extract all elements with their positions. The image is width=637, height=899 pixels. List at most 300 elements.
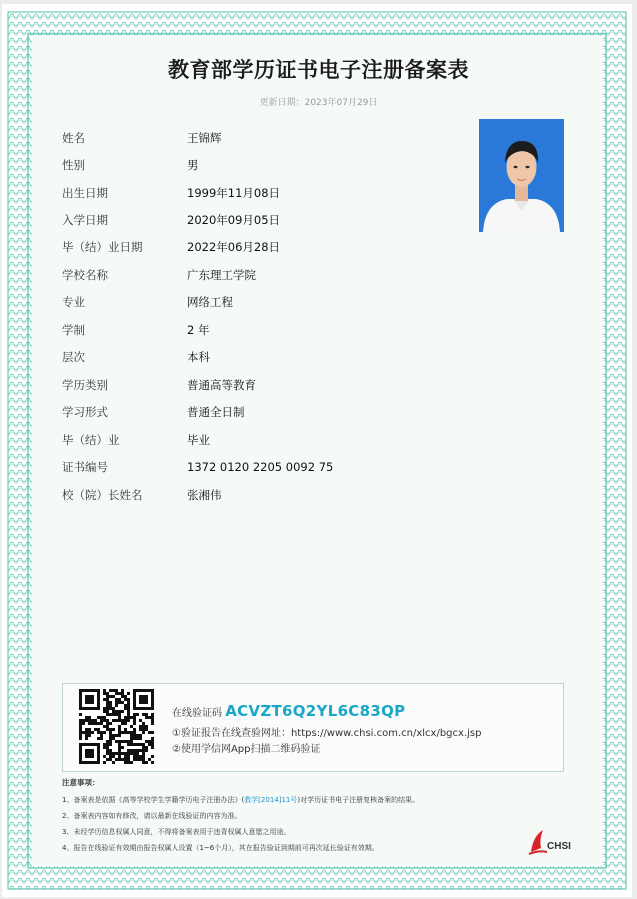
qr-module bbox=[118, 713, 121, 716]
verification-app-line: ②使用学信网App扫描二维码验证 bbox=[172, 744, 321, 755]
qr-module bbox=[106, 752, 109, 755]
qr-module bbox=[139, 734, 142, 737]
qr-module bbox=[133, 728, 136, 731]
qr-module bbox=[142, 713, 145, 716]
qr-module bbox=[127, 698, 130, 701]
verification-code: ACVZT6Q2YL6C83QP bbox=[225, 702, 406, 720]
qr-module bbox=[130, 752, 133, 755]
qr-module bbox=[85, 731, 88, 734]
qr-module bbox=[121, 746, 124, 749]
qr-module bbox=[100, 737, 103, 740]
qr-module bbox=[127, 758, 130, 761]
qr-module bbox=[106, 701, 109, 704]
note-text: 1、备案表是依据《高等学校学生学籍学历电子注册办法》( bbox=[62, 796, 245, 804]
qr-module bbox=[94, 722, 97, 725]
qr-module bbox=[91, 731, 94, 734]
qr-module bbox=[151, 737, 154, 740]
qr-module bbox=[121, 758, 124, 761]
field-value: 普通全日制 bbox=[187, 405, 245, 419]
qr-module bbox=[148, 716, 151, 719]
qr-module bbox=[88, 734, 91, 737]
qr-module bbox=[121, 731, 124, 734]
field-value: 2022年06月28日 bbox=[187, 240, 281, 254]
qr-module bbox=[148, 743, 151, 746]
qr-module bbox=[79, 713, 82, 716]
qr-module bbox=[121, 701, 124, 704]
qr-module bbox=[109, 743, 112, 746]
qr-module bbox=[130, 716, 133, 719]
field-label: 毕（结）业 bbox=[62, 433, 120, 447]
field-label: 校（院）长姓名 bbox=[62, 488, 143, 502]
qr-module bbox=[151, 731, 154, 734]
qr-module bbox=[133, 749, 136, 752]
qr-module bbox=[82, 719, 85, 722]
qr-module bbox=[112, 728, 115, 731]
qr-module bbox=[136, 743, 139, 746]
qr-module bbox=[88, 719, 91, 722]
qr-module bbox=[148, 731, 151, 734]
qr-module bbox=[151, 713, 154, 716]
qr-module bbox=[100, 731, 103, 734]
field-label: 证书编号 bbox=[62, 460, 108, 474]
qr-module bbox=[115, 740, 118, 743]
qr-module bbox=[121, 752, 124, 755]
qr-module bbox=[139, 737, 142, 740]
qr-module bbox=[139, 719, 142, 722]
qr-module bbox=[142, 722, 145, 725]
qr-module bbox=[124, 731, 127, 734]
qr-module bbox=[106, 692, 109, 695]
field-value: 本科 bbox=[187, 350, 210, 364]
qr-module bbox=[112, 719, 115, 722]
qr-module bbox=[109, 722, 112, 725]
qr-module bbox=[103, 689, 106, 692]
qr-module bbox=[79, 731, 82, 734]
qr-module bbox=[133, 737, 136, 740]
qr-module bbox=[127, 716, 130, 719]
qr-module bbox=[79, 734, 82, 737]
qr-module bbox=[109, 752, 112, 755]
qr-module bbox=[106, 746, 109, 749]
qr-module bbox=[121, 722, 124, 725]
qr-module bbox=[118, 758, 121, 761]
field-label: 出生日期 bbox=[62, 186, 108, 200]
qr-module bbox=[133, 713, 136, 716]
qr-module bbox=[148, 740, 151, 743]
qr-module bbox=[124, 761, 127, 764]
qr-module bbox=[142, 731, 145, 734]
qr-module bbox=[124, 695, 127, 698]
qr-module bbox=[112, 761, 115, 764]
qr-module bbox=[106, 740, 109, 743]
qr-module bbox=[145, 713, 148, 716]
qr-module bbox=[118, 746, 121, 749]
qr-module bbox=[106, 722, 109, 725]
qr-module bbox=[142, 755, 145, 758]
qr-module bbox=[109, 707, 112, 710]
qr-module bbox=[145, 740, 148, 743]
qr-module bbox=[130, 749, 133, 752]
qr-module bbox=[109, 737, 112, 740]
qr-module bbox=[121, 695, 124, 698]
qr-module bbox=[106, 725, 109, 728]
qr-module bbox=[124, 728, 127, 731]
qr-module bbox=[130, 734, 133, 737]
qr-module bbox=[103, 731, 106, 734]
qr-module bbox=[88, 722, 91, 725]
qr-module bbox=[112, 689, 115, 692]
field-label: 学校名称 bbox=[62, 268, 108, 282]
notes-heading: 注意事项： bbox=[62, 778, 100, 787]
note-text: )对学历证书电子注册复核备案的结果。 bbox=[297, 796, 420, 804]
qr-module bbox=[115, 710, 118, 713]
student-photo bbox=[479, 119, 564, 232]
notes-section bbox=[62, 777, 532, 859]
qr-module bbox=[82, 731, 85, 734]
qr-module bbox=[79, 728, 82, 731]
qr-module bbox=[145, 761, 148, 764]
field-label: 层次 bbox=[62, 350, 85, 364]
qr-module bbox=[118, 755, 121, 758]
qr-module bbox=[115, 704, 118, 707]
qr-module bbox=[100, 716, 103, 719]
qr-module bbox=[100, 722, 103, 725]
qr-module bbox=[94, 728, 97, 731]
qr-module bbox=[112, 710, 115, 713]
qr-module bbox=[85, 728, 88, 731]
qr-module bbox=[109, 713, 112, 716]
field-value: 毕业 bbox=[187, 433, 210, 447]
qr-module bbox=[139, 758, 142, 761]
qr-module bbox=[109, 749, 112, 752]
qr-module bbox=[118, 725, 121, 728]
qr-module bbox=[115, 719, 118, 722]
field-value: 王锦辉 bbox=[187, 131, 222, 145]
qr-module bbox=[88, 728, 91, 731]
qr-module bbox=[109, 728, 112, 731]
qr-module bbox=[115, 698, 118, 701]
qr-module bbox=[151, 740, 154, 743]
qr-module bbox=[118, 698, 121, 701]
field-label: 姓名 bbox=[62, 131, 85, 145]
qr-module bbox=[121, 692, 124, 695]
qr-module bbox=[106, 713, 109, 716]
qr-module bbox=[124, 740, 127, 743]
qr-module bbox=[136, 755, 139, 758]
qr-module bbox=[145, 749, 148, 752]
qr-module bbox=[127, 707, 130, 710]
qr-module bbox=[97, 716, 100, 719]
qr-module bbox=[127, 749, 130, 752]
qr-module bbox=[127, 719, 130, 722]
qr-module bbox=[130, 743, 133, 746]
qr-module bbox=[133, 758, 136, 761]
qr-module bbox=[106, 707, 109, 710]
qr-module bbox=[121, 689, 124, 692]
qr-module bbox=[118, 716, 121, 719]
field-value: 广东理工学院 bbox=[187, 268, 256, 282]
qr-module bbox=[142, 749, 145, 752]
qr-module bbox=[85, 719, 88, 722]
qr-module bbox=[142, 758, 145, 761]
qr-module bbox=[121, 740, 124, 743]
qr-module bbox=[145, 725, 148, 728]
qr-module bbox=[106, 719, 109, 722]
qr-module bbox=[112, 695, 115, 698]
field-value: 2020年09月05日 bbox=[187, 213, 281, 227]
qr-module bbox=[115, 689, 118, 692]
qr-module bbox=[124, 755, 127, 758]
qr-module bbox=[97, 722, 100, 725]
qr-module bbox=[106, 728, 109, 731]
qr-module bbox=[136, 749, 139, 752]
note-item-1 bbox=[62, 795, 532, 811]
field-label: 学历类别 bbox=[62, 378, 108, 392]
qr-module bbox=[103, 743, 106, 746]
qr-module bbox=[133, 722, 136, 725]
qr-module bbox=[115, 713, 118, 716]
qr-module bbox=[133, 719, 136, 722]
qr-module bbox=[124, 716, 127, 719]
qr-finder bbox=[139, 695, 148, 704]
qr-module bbox=[151, 746, 154, 749]
qr-module bbox=[112, 707, 115, 710]
qr-module bbox=[145, 746, 148, 749]
qr-module bbox=[136, 758, 139, 761]
qr-module bbox=[127, 743, 130, 746]
regulation-link[interactable]: 教学[2014]11号 bbox=[244, 796, 298, 804]
qr-module bbox=[118, 728, 121, 731]
qr-module bbox=[127, 713, 130, 716]
qr-module bbox=[91, 719, 94, 722]
field-label: 学制 bbox=[62, 323, 85, 337]
qr-module bbox=[142, 761, 145, 764]
update-date: 更新日期：2023年07月29日 bbox=[259, 98, 378, 108]
qr-module bbox=[136, 737, 139, 740]
qr-module bbox=[97, 728, 100, 731]
qr-module bbox=[115, 752, 118, 755]
verification-code-line bbox=[172, 702, 405, 720]
qr-module bbox=[109, 740, 112, 743]
qr-module bbox=[103, 746, 106, 749]
qr-module bbox=[115, 701, 118, 704]
qr-module bbox=[106, 695, 109, 698]
qr-module bbox=[79, 725, 82, 728]
qr-module bbox=[136, 734, 139, 737]
qr-module bbox=[103, 761, 106, 764]
qr-module bbox=[133, 731, 136, 734]
qr-module bbox=[112, 737, 115, 740]
qr-module bbox=[106, 698, 109, 701]
qr-module bbox=[103, 716, 106, 719]
qr-module bbox=[133, 716, 136, 719]
qr-module bbox=[130, 737, 133, 740]
qr-module bbox=[127, 755, 130, 758]
qr-module bbox=[124, 704, 127, 707]
verification-code-label: 在线验证码 bbox=[172, 708, 222, 719]
qr-module bbox=[118, 719, 121, 722]
qr-module bbox=[148, 758, 151, 761]
qr-module bbox=[124, 707, 127, 710]
qr-module bbox=[127, 752, 130, 755]
verification-url-line: ①验证报告在线查验网址：https://www.chsi.com.cn/xlcx/bgcx.jsp bbox=[172, 728, 482, 739]
qr-module bbox=[151, 743, 154, 746]
qr-module bbox=[133, 752, 136, 755]
qr-module bbox=[115, 758, 118, 761]
qr-module bbox=[106, 749, 109, 752]
qr-module bbox=[118, 752, 121, 755]
qr-module bbox=[109, 731, 112, 734]
qr-module bbox=[115, 734, 118, 737]
qr-module bbox=[127, 692, 130, 695]
qr-module bbox=[145, 716, 148, 719]
qr-module bbox=[118, 710, 121, 713]
qr-module bbox=[97, 737, 100, 740]
qr-module bbox=[151, 755, 154, 758]
field-value: 普通高等教育 bbox=[187, 378, 256, 392]
qr-module bbox=[124, 719, 127, 722]
qr-module bbox=[118, 743, 121, 746]
field-label: 学习形式 bbox=[62, 405, 108, 419]
qr-module bbox=[142, 746, 145, 749]
qr-module bbox=[103, 707, 106, 710]
qr-module bbox=[118, 749, 121, 752]
qr-module bbox=[91, 722, 94, 725]
qr-module bbox=[94, 719, 97, 722]
qr-module bbox=[88, 731, 91, 734]
qr-module bbox=[112, 713, 115, 716]
qr-module bbox=[136, 713, 139, 716]
qr-module bbox=[130, 725, 133, 728]
qr-module bbox=[151, 719, 154, 722]
qr-module bbox=[109, 704, 112, 707]
qr-module bbox=[109, 701, 112, 704]
qr-module bbox=[103, 755, 106, 758]
qr-module bbox=[124, 698, 127, 701]
qr-module bbox=[142, 752, 145, 755]
qr-module bbox=[112, 752, 115, 755]
qr-module bbox=[124, 722, 127, 725]
qr-module bbox=[139, 755, 142, 758]
qr-module bbox=[118, 734, 121, 737]
field-label: 入学日期 bbox=[62, 213, 108, 227]
qr-module bbox=[133, 734, 136, 737]
qr-module bbox=[85, 734, 88, 737]
qr-module bbox=[118, 701, 121, 704]
qr-module bbox=[127, 731, 130, 734]
qr-module bbox=[106, 704, 109, 707]
qr-module bbox=[79, 737, 82, 740]
qr-code[interactable] bbox=[79, 689, 154, 764]
qr-module bbox=[100, 719, 103, 722]
qr-module bbox=[103, 725, 106, 728]
qr-module bbox=[124, 752, 127, 755]
qr-module bbox=[85, 716, 88, 719]
qr-finder bbox=[85, 749, 94, 758]
qr-module bbox=[109, 689, 112, 692]
qr-module bbox=[151, 716, 154, 719]
qr-module bbox=[145, 728, 148, 731]
chsi-logo-text: CHSI bbox=[547, 841, 571, 852]
field-label: 毕（结）业日期 bbox=[62, 240, 143, 254]
qr-module bbox=[127, 704, 130, 707]
qr-module bbox=[139, 743, 142, 746]
qr-module bbox=[130, 740, 133, 743]
qr-module bbox=[112, 755, 115, 758]
field-value: 网络工程 bbox=[187, 295, 233, 309]
qr-module bbox=[142, 728, 145, 731]
field-label: 性别 bbox=[62, 158, 85, 172]
qr-module bbox=[106, 743, 109, 746]
qr-module bbox=[139, 725, 142, 728]
qr-module bbox=[79, 719, 82, 722]
qr-module bbox=[85, 737, 88, 740]
qr-module bbox=[124, 758, 127, 761]
qr-module bbox=[100, 734, 103, 737]
qr-module bbox=[103, 710, 106, 713]
qr-module bbox=[103, 692, 106, 695]
qr-module bbox=[97, 731, 100, 734]
qr-module bbox=[109, 734, 112, 737]
document-title: 教育部学历证书电子注册备案表 bbox=[168, 58, 469, 82]
qr-module bbox=[106, 710, 109, 713]
qr-module bbox=[130, 761, 133, 764]
field-value: 2 年 bbox=[187, 323, 210, 337]
qr-module bbox=[151, 761, 154, 764]
note-item-3: 3、未经学历信息权属人同意，不得将备案表用于违背权属人意愿之用途。 bbox=[62, 828, 291, 836]
qr-module bbox=[82, 722, 85, 725]
qr-module bbox=[115, 692, 118, 695]
qr-module bbox=[112, 734, 115, 737]
qr-module bbox=[130, 731, 133, 734]
qr-module bbox=[133, 755, 136, 758]
qr-module bbox=[127, 761, 130, 764]
qr-module bbox=[106, 758, 109, 761]
qr-module bbox=[133, 743, 136, 746]
qr-module bbox=[103, 698, 106, 701]
field-value: 1372 0120 2205 0092 75 bbox=[187, 460, 334, 474]
field-value: 1999年11月08日 bbox=[187, 186, 281, 200]
qr-module bbox=[103, 719, 106, 722]
qr-module bbox=[109, 695, 112, 698]
note-item-2: 2、备案表内容如有修改，请以最新在线验证的内容为准。 bbox=[62, 812, 242, 820]
qr-module bbox=[109, 758, 112, 761]
field-value: 张湘伟 bbox=[187, 488, 222, 502]
qr-module bbox=[118, 692, 121, 695]
qr-module bbox=[142, 743, 145, 746]
qr-module bbox=[88, 716, 91, 719]
qr-module bbox=[151, 722, 154, 725]
note-item-4: 4、报告在线验证有效期由报告权属人设置（1~6个月），其在报告验证到期前可再次延长验证有效期。 bbox=[62, 844, 379, 852]
qr-module bbox=[142, 725, 145, 728]
verification-box bbox=[62, 683, 564, 772]
field-value: 男 bbox=[187, 158, 199, 172]
qr-finder bbox=[85, 695, 94, 704]
qr-module bbox=[139, 728, 142, 731]
qr-module bbox=[109, 755, 112, 758]
qr-module bbox=[127, 740, 130, 743]
qr-module bbox=[136, 752, 139, 755]
qr-module bbox=[121, 719, 124, 722]
field-label: 专业 bbox=[62, 295, 85, 309]
qr-module bbox=[127, 701, 130, 704]
qr-module bbox=[139, 749, 142, 752]
qr-module bbox=[79, 722, 82, 725]
qr-module bbox=[121, 710, 124, 713]
qr-module bbox=[127, 710, 130, 713]
qr-module bbox=[118, 740, 121, 743]
qr-module bbox=[118, 731, 121, 734]
